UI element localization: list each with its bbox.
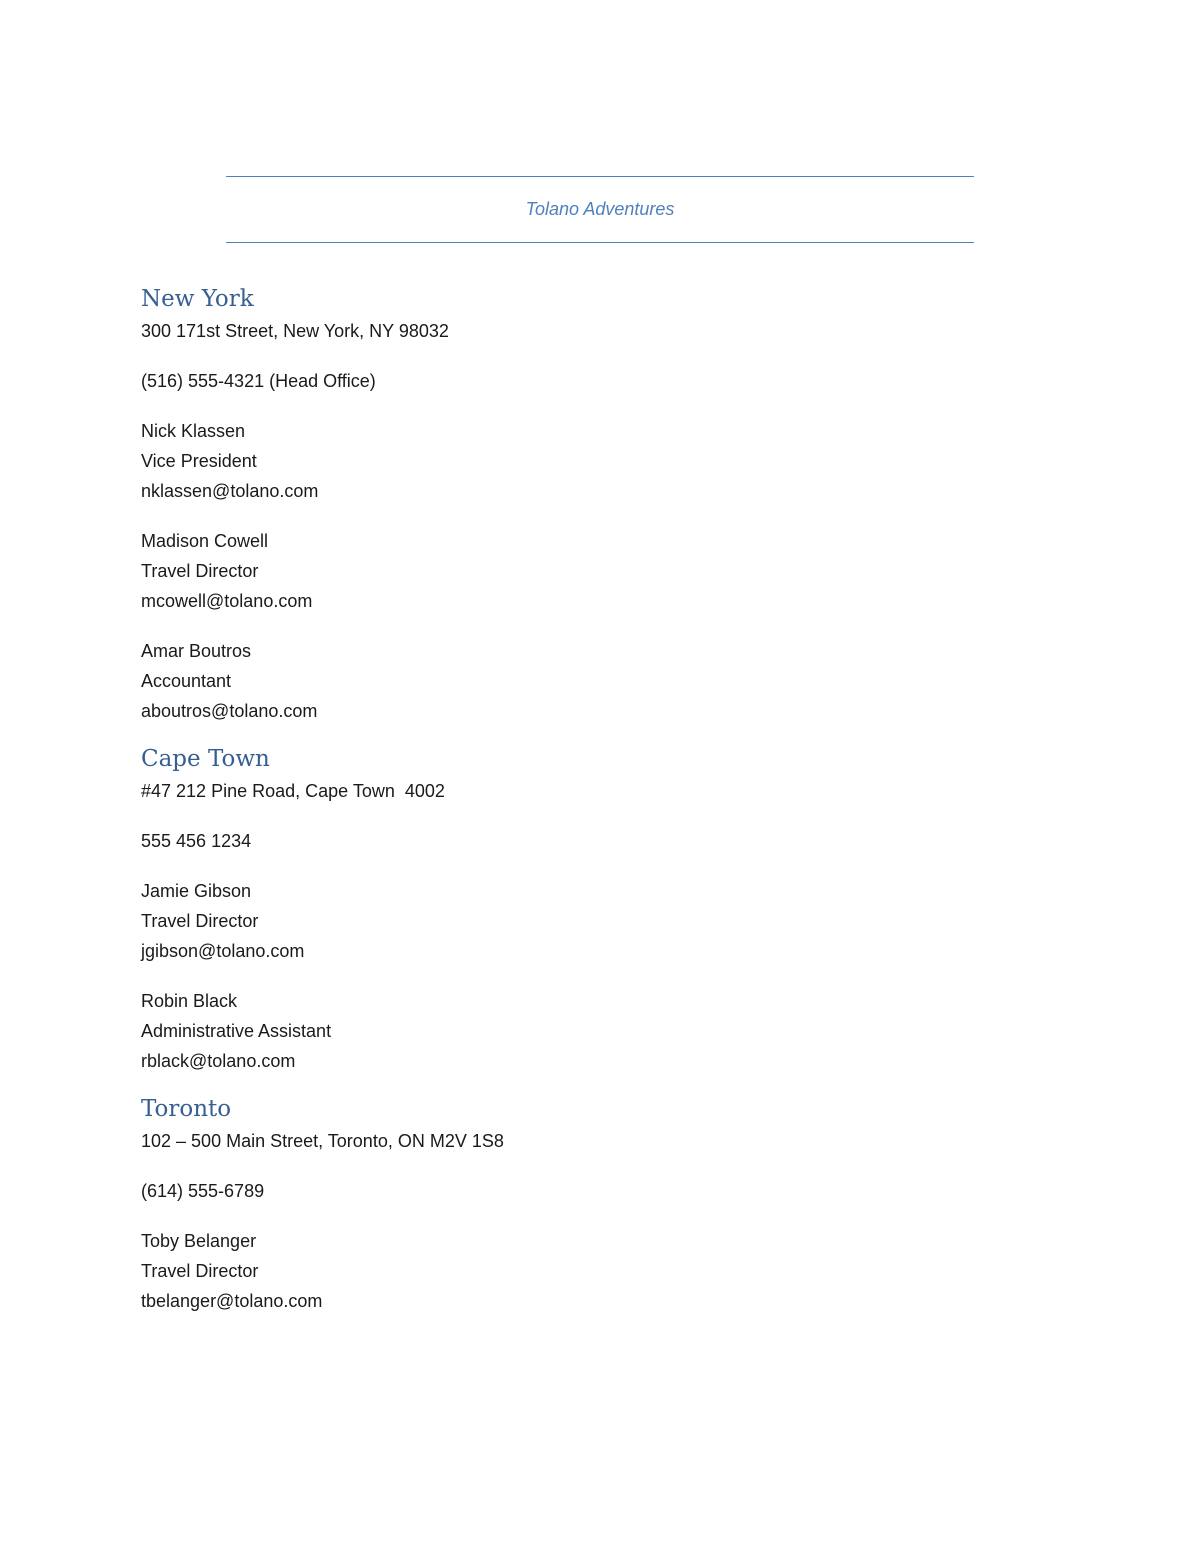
contact-card xyxy=(141,636,1041,726)
contact-name: Robin Black xyxy=(141,991,238,1011)
contact-email: tbelanger@tolano.com xyxy=(141,1291,323,1311)
contact-name: Jamie Gibson xyxy=(141,881,252,901)
contact-title: Travel Director xyxy=(141,911,259,931)
contact-title: Travel Director xyxy=(141,1261,259,1281)
office-address: 300 171st Street, New York, NY 98032 xyxy=(141,321,449,341)
office-address: 102 – 500 Main Street, Toronto, ON M2V 1S8 xyxy=(141,1131,504,1151)
contact-card xyxy=(141,986,1041,1076)
header-top-rule xyxy=(226,176,974,177)
contact-title: Accountant xyxy=(141,671,232,691)
contact-card xyxy=(141,526,1041,616)
contact-card xyxy=(141,876,1041,966)
office-toronto xyxy=(141,1094,1041,1316)
contact-title: Administrative Assistant xyxy=(141,1021,332,1041)
office-new-york xyxy=(141,284,1041,726)
contact-name: Toby Belanger xyxy=(141,1231,257,1251)
office-phone: (516) 555-4321 (Head Office) xyxy=(141,371,376,391)
header-bottom-rule xyxy=(226,242,974,243)
office-phone: (614) 555-6789 xyxy=(141,1181,265,1201)
office-directory xyxy=(141,284,1041,1336)
contact-name: Amar Boutros xyxy=(141,641,252,661)
contact-email: rblack@tolano.com xyxy=(141,1051,296,1071)
contact-email: nklassen@tolano.com xyxy=(141,481,319,501)
contact-title: Travel Director xyxy=(141,561,259,581)
header-title: Tolano Adventures xyxy=(525,199,675,219)
contact-email: aboutros@tolano.com xyxy=(141,701,318,721)
contact-name: Madison Cowell xyxy=(141,531,269,551)
office-heading: Cape Town xyxy=(141,746,270,772)
office-heading: New York xyxy=(141,286,254,312)
office-address: #47 212 Pine Road, Cape Town 4002 xyxy=(141,781,445,801)
office-cape-town xyxy=(141,744,1041,1076)
office-phone: 555 456 1234 xyxy=(141,831,252,851)
office-heading: Toronto xyxy=(141,1096,232,1122)
contact-card xyxy=(141,1226,1041,1316)
contact-card xyxy=(141,416,1041,506)
contact-email: jgibson@tolano.com xyxy=(141,941,305,961)
contact-name: Nick Klassen xyxy=(141,421,246,441)
contact-email: mcowell@tolano.com xyxy=(141,591,313,611)
contact-title: Vice President xyxy=(141,451,257,471)
